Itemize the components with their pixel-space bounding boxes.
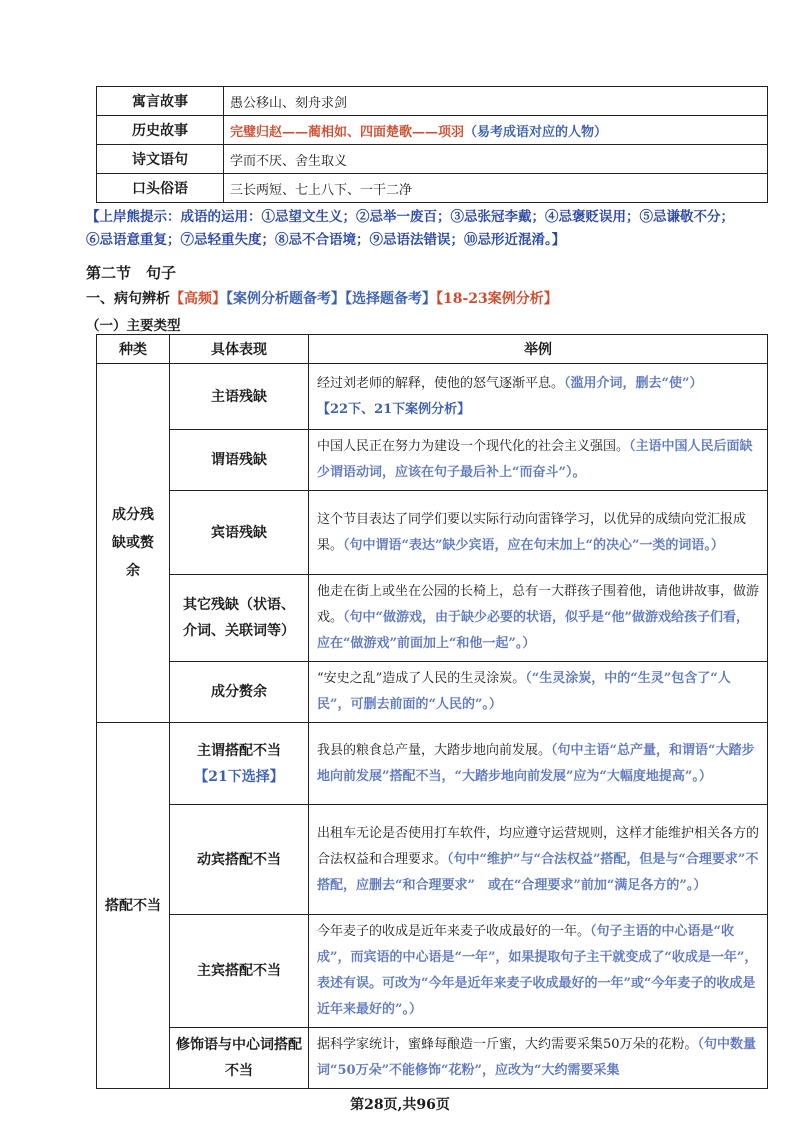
subsection-subheading: （一）主要类型: [86, 318, 181, 334]
subsection-heading: [86, 288, 558, 308]
example-cell: [309, 430, 768, 491]
subtype-cell: 成分赘余: [170, 662, 309, 723]
subtype-cell: [170, 1028, 309, 1089]
example-text: 今年麦子的收成是近年来麦子收成最好的一年。: [317, 924, 591, 939]
example-cell: [309, 662, 768, 723]
tag-label: 【18-23案例分析】: [436, 291, 558, 307]
analysis-note: （句中“维护”与“合法权益”搭配，但是与“合理要求”不搭配，应删去“和合理要求” 或在“合理要求”前加“满足各方的”。）: [317, 851, 759, 893]
analysis-note: （句子主语的中心语是“收成”，而宾语的中心语是“一年”，如果提取句子主干就变成了“收成是一年”，表述有误。可改为“今年是近年来麦子收成最好的一年”或“今年麦子的收成是近年来最好的”。）: [317, 924, 758, 1017]
example-cell: [309, 491, 768, 575]
example-text: 这个节目表达了同学们要以实际行动向雷锋学习，以优异的成绩向党汇报成果。: [317, 511, 747, 553]
category-cell: 口头俗语: [97, 174, 224, 203]
tip-line: ⑥忌语意重复；⑦忌轻重失度；⑧忌不合语境；⑨忌语法错误；⑩忌形近混淆。】: [86, 232, 566, 248]
table-row: [97, 430, 768, 491]
subtype-cell: 主语残缺: [170, 364, 309, 430]
category-cell: 诗文语句: [97, 145, 224, 174]
category-cell: 历史故事: [97, 116, 224, 145]
table-row: [97, 662, 768, 723]
group-label: 成分残缺或赘余: [112, 507, 154, 579]
subtype-cell: [170, 723, 309, 805]
example-text: 经过刘老师的解释，使他的怒气逐渐平息。: [317, 375, 565, 391]
table-row: [97, 723, 768, 805]
subtype-cell: 谓语残缺: [170, 430, 309, 491]
example-text: 出租车无论是否使用打车软件，均应遵守运营规则，这样才能维护相关各方的合法权益和合理要求。: [317, 825, 760, 867]
analysis-note: （句中主语“总产量，和谓语“大踏步地向前发展”搭配不当，“大踏步地向前发展”应为“大幅度地提高”。）: [317, 742, 755, 784]
tag-label: 【高频】: [170, 291, 226, 307]
tip-line: 【上岸熊提示：成语的运用：①忌望文生义；②忌举一废百；③忌张冠李戴；④忌褒贬误用；⑤忌谦敬不分；: [86, 209, 734, 225]
table-row: [97, 575, 768, 662]
highlight-text: 完璧归赵——蔺相如、四面楚歌——项羽: [230, 124, 465, 140]
subtype-label: 主谓搭配不当: [197, 742, 281, 759]
subtype-cell: [170, 575, 309, 662]
example-text: 他走在街上或坐在公园的长椅上，总有一大群孩子围着他，请他讲故事，做游戏。: [317, 584, 760, 625]
table-row: [97, 174, 768, 203]
subtype-label: 其它残缺（状语、介词、关联词等）: [183, 597, 295, 639]
tag-label: 【选择题备考】: [345, 291, 436, 307]
example-text: 据科学家统计，蜜蜂每酿造一斤蜜，大约需要采集50万朵的花粉。: [317, 1037, 698, 1052]
subtype-cell: 动宾搭配不当: [170, 805, 309, 915]
analysis-note: （“生灵涂炭，中的“生灵”包含了“人民”，可删去前面的“人民的”。）: [317, 671, 731, 712]
subtype-cell: 主宾搭配不当: [170, 915, 309, 1028]
example-cell: 愚公移山、刻舟求剑: [224, 87, 768, 116]
section-title: 第二节 句子: [86, 264, 177, 282]
table-row: [97, 491, 768, 575]
table-row: [97, 116, 768, 145]
table-row: [97, 364, 768, 430]
tip-note: [86, 206, 776, 252]
example-text: 我县的粮食总产量，大踏步地向前发展。: [317, 742, 552, 758]
header-cell: 举例: [309, 335, 768, 364]
example-cell: [309, 805, 768, 915]
table-row: [97, 1028, 768, 1089]
example-cell: [309, 1028, 768, 1089]
analysis-note: （句中“做游戏，由于缺少必要的状语，似乎是“他”做游戏给孩子们看，应在“做游戏”前面加上“和他一起”。）: [317, 610, 749, 651]
analysis-note: （句中谓语“表达”缺少宾语，应在句末加上“的决心”一类的词语。）: [343, 537, 724, 553]
analysis-note: （句中数量词“50万朵”不能修饰“花粉”，应改为“大约需要采集: [317, 1037, 757, 1078]
subsection-label: 一、病句辨析: [86, 291, 170, 307]
page-number: 第28页,共96页: [350, 1097, 450, 1113]
example-cell: 学而不厌、舍生取义: [224, 145, 768, 174]
example-cell: [309, 723, 768, 805]
analysis-note: （主语中国人民后面缺少谓语动词，应该在句子最后补上“而奋斗”）。: [317, 439, 753, 480]
analysis-note: （滥用介词，删去“使”）: [564, 375, 703, 391]
example-cell: [309, 575, 768, 662]
subtype-label: 修饰语与中心词搭配不当: [176, 1037, 302, 1079]
example-cell: 三长两短、七上八下、一干二净: [224, 174, 768, 203]
table-row: [97, 805, 768, 915]
tag-label: 【21下选择】: [194, 768, 284, 785]
example-cell: [309, 364, 768, 430]
header-cell: 种类: [97, 335, 170, 364]
table-row: [97, 915, 768, 1028]
category-cell: 寓言故事: [97, 87, 224, 116]
header-cell: 具体表现: [170, 335, 309, 364]
group-cell: [97, 364, 170, 723]
idiom-category-table: [96, 86, 768, 203]
group-cell: 搭配不当: [97, 723, 170, 1089]
table-row: [97, 87, 768, 116]
tag-label: 【22下、21下案例分析】: [317, 401, 471, 417]
table-header-row: [97, 335, 768, 364]
subtype-cell: 宾语残缺: [170, 491, 309, 575]
sentence-error-table: [96, 334, 768, 1089]
example-text: 中国人民正在努力为建设一个现代化的社会主义强国。: [317, 439, 630, 454]
example-cell: [309, 915, 768, 1028]
table-row: [97, 145, 768, 174]
example-cell: [224, 116, 768, 145]
example-text: “安史之乱”造成了人民的生灵涂炭。: [317, 671, 526, 686]
annotation-text: （易考成语对应的人物）: [464, 124, 608, 140]
tag-label: 【案例分析题备考】: [226, 291, 345, 307]
